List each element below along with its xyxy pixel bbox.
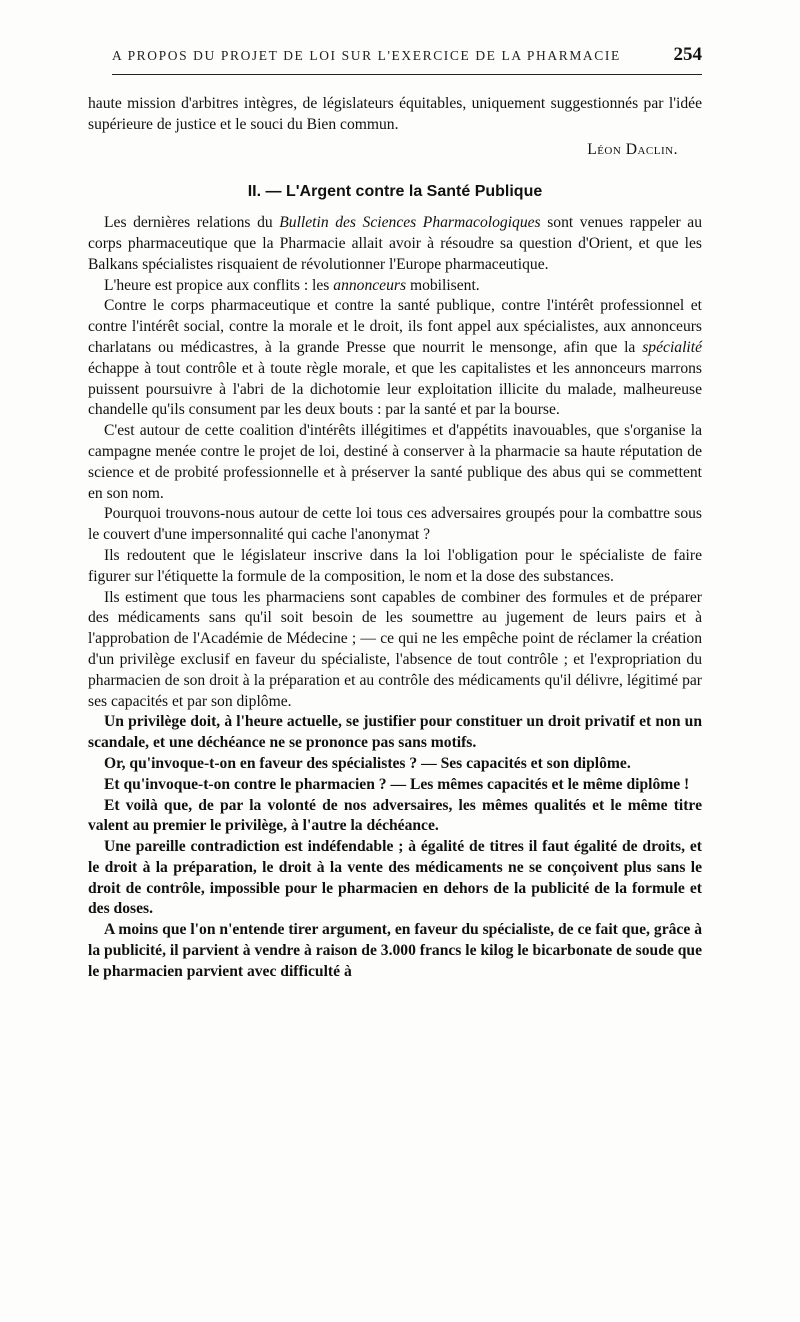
- paragraph-2-text-a: L'heure est propice aux conflits : les: [104, 276, 334, 294]
- paragraph-3-text-a: Contre le corps pharmaceutique et contre la santé publique, contre l'intérêt professionnel et contre l'intérêt social, contre la morale et le droit, ils font appel aux spécialistes, aux annonceurs charlatans ou médicastres, à la grande Presse que nourrit le mensonge, afin que la: [88, 297, 702, 356]
- paragraph-6: Ils redoutent que le législateur inscrive dans la loi l'obligation pour le spécialiste de faire figurer sur l'étiquette la formule de la composition, le nom et la dose des substances.: [88, 546, 702, 585]
- emphasis-annonceurs: annonceurs: [333, 276, 407, 294]
- paragraph-7: Ils estiment que tous les pharmaciens sont capables de combiner des formules et de préparer des médicaments sans qu'il soit besoin de les soumettre au jugement de leurs pairs et à l'approbation de l'Académie de Médecine ; — ce qui ne les empêche point de réclamer la création d'un privilège exclusif en faveur du spécialiste, l'absence de tout contrôle ; et l'expropriation du pharmacien de son droit à la préparation et au contrôle des médicaments qu'il délivre, légitimé par ses capacités et par son diplôme.: [88, 588, 702, 710]
- paragraph-3-text-b: échappe à tout contrôle et à toute règle morale, et que les capitalistes et les annonceurs marrons puissent poursuivre à l'abri de la dichotomie leur exploitation illicite du malade, malheureuse chandelle qu'ils consument par les deux bouts : par la santé et par la bourse.: [88, 359, 702, 419]
- section-title: II. — L'Argent contre la Santé Publique: [247, 183, 543, 201]
- page-body: [88, 94, 702, 983]
- paragraph-3: [88, 296, 702, 421]
- paragraph-1-text-a: Les dernières relations du: [104, 214, 280, 232]
- paragraph-9: Or, qu'invoque-t-on en faveur des spécialistes ? — Ses capacités et son diplôme.: [104, 754, 631, 772]
- paragraph-1: [88, 213, 702, 275]
- author-signature: Léon Daclin.: [587, 140, 678, 158]
- paragraph-10: Et qu'invoque-t-on contre le pharmacien ? — Les mêmes capacités et le même diplôme !: [104, 775, 690, 793]
- paragraph-2-text-b: mobilisent.: [406, 276, 480, 294]
- page-number: 254: [673, 44, 702, 65]
- journal-title: Bulletin des Sciences Pharmacologiques: [279, 214, 541, 232]
- paragraph-4: C'est autour de cette coalition d'intérêts illégitimes et d'appétits inavouables, que s'organise la campagne menée contre le projet de loi, destiné à conserver à la pharmacie sa haute réputation de science et de probité professionnelle et à préserver la santé publique des abus qui se commettent en son nom.: [88, 422, 702, 502]
- running-title: A PROPOS DU PROJET DE LOI SUR L'EXERCICE DE LA PHARMACIE: [112, 48, 621, 63]
- paragraph-2: [88, 276, 702, 297]
- emphasis-specialite: spécialité: [642, 338, 702, 356]
- intro-closing-text: haute mission d'arbitres intègres, de législateurs équitables, uniquement suggestionnés par l'idée supérieure de justice et le souci du Bien commun.: [88, 95, 702, 133]
- paragraph-13: A moins que l'on n'entende tirer argument, en faveur du spécialiste, de ce fait que, grâce à la publicité, il parvient à vendre à raison de 3.000 francs le kilog le bicarbonate de soude que le pharmacien parvient avec difficulté à: [88, 921, 702, 980]
- paragraph-1-text-b: sont venues rappeler au corps pharmaceutique que la Pharmacie allait avoir à résoudre sa question d'Orient, et que les Balkans spécialistes risquaient de révolutionner l'Europe pharmaceutique.: [88, 214, 703, 273]
- paragraph-5: Pourquoi trouvons-nous autour de cette loi tous ces adversaires groupés pour la combattre sous le couvert d'une impersonnalité qui cache l'anonymat ?: [88, 505, 702, 544]
- paragraph-12: Une pareille contradiction est indéfendable ; à égalité de titres il faut égalité de droits, et le droit à la préparation, le droit à la vente des médicaments ne se conçoivent plus sans le droit de contrôle, impossible pour le pharmacien en dehors de la publicité de la formule et des doses.: [88, 838, 702, 918]
- paragraph-8: Un privilège doit, à l'heure actuelle, se justifier pour constituer un droit privatif et non un scandale, et une déchéance ne se prononce pas sans motifs.: [88, 713, 702, 752]
- paragraph-11: Et voilà que, de par la volonté de nos adversaires, les mêmes qualités et le même titre valent au premier le privilège, à l'autre la déchéance.: [88, 796, 702, 835]
- page-header: [112, 44, 702, 75]
